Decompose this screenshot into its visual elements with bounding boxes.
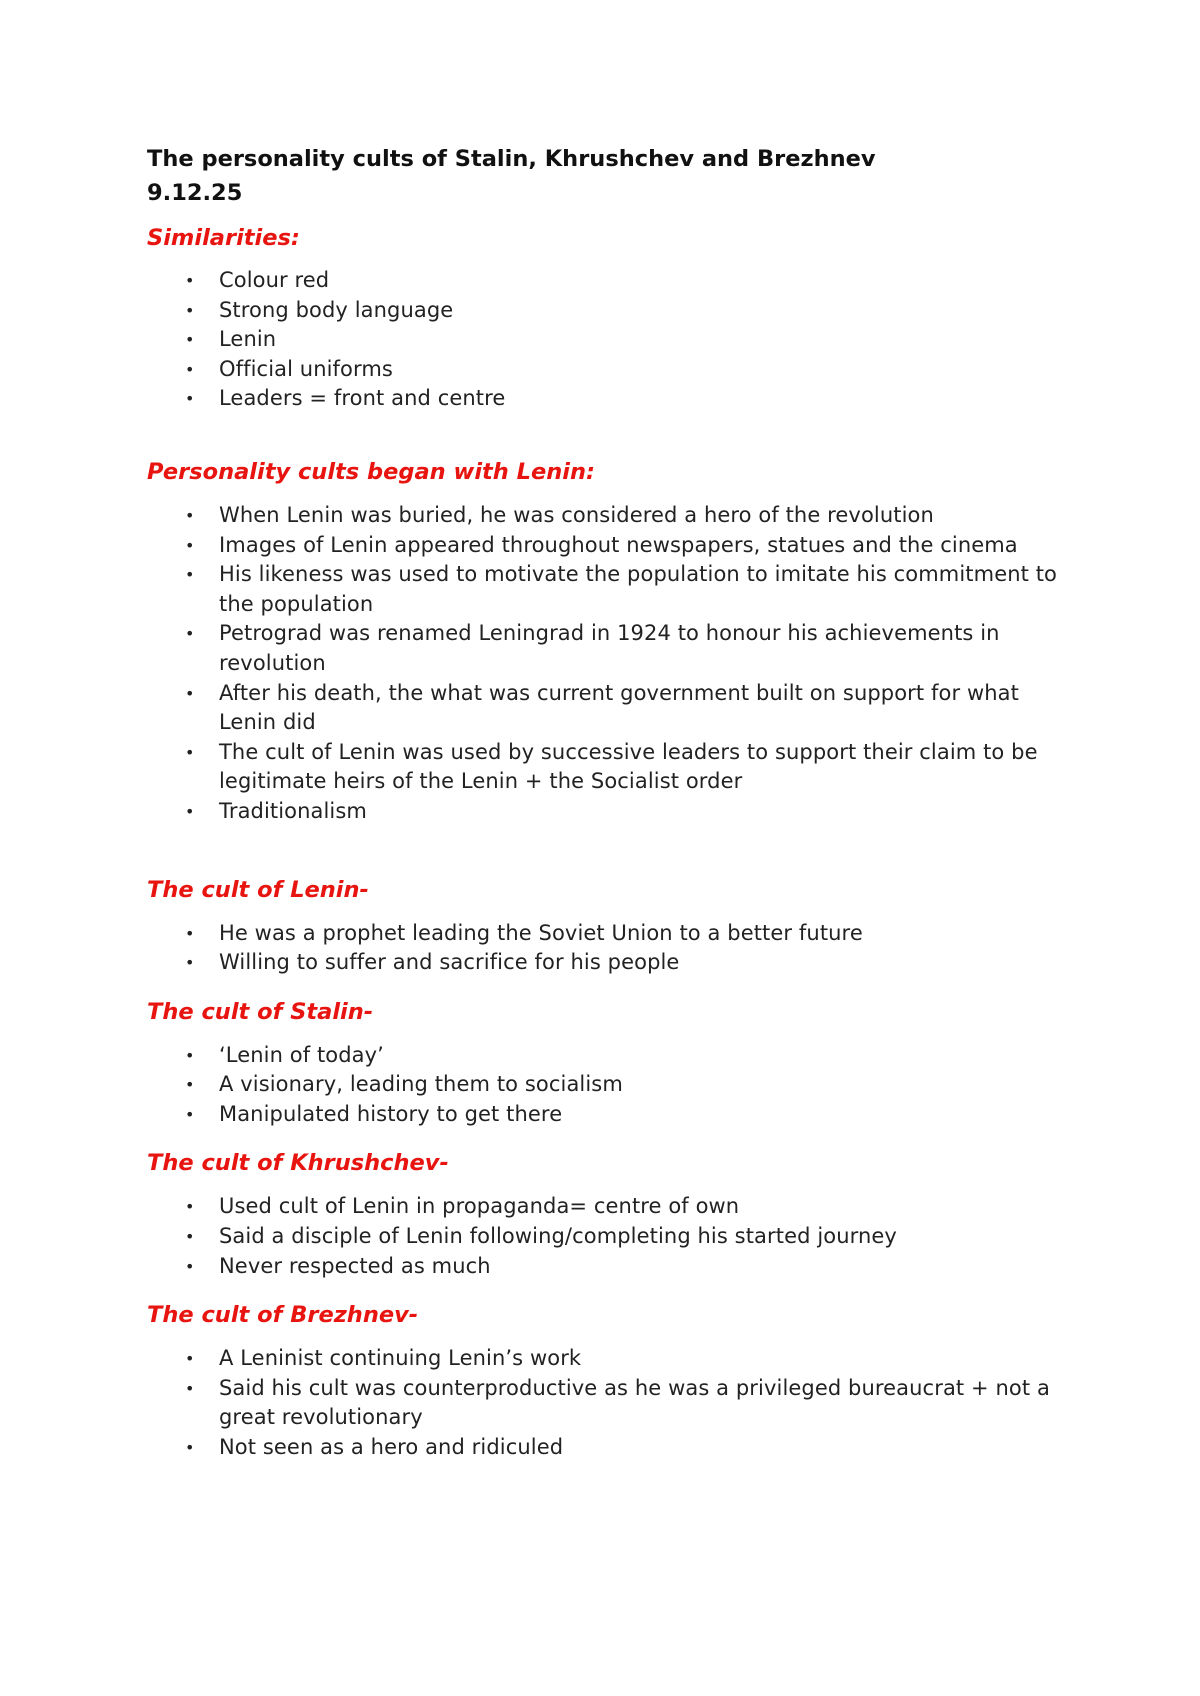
bullet-icon: •	[185, 1349, 195, 1369]
list-item-text: Not seen as a hero and ridiculed	[219, 1435, 564, 1460]
bullet-icon: •	[185, 505, 195, 525]
bullet-icon: •	[185, 1197, 195, 1217]
list-item	[147, 501, 1077, 531]
list-item	[147, 325, 1077, 355]
bullet-icon: •	[185, 1075, 195, 1095]
list-item-text: Willing to suffer and sacrifice for his people	[219, 950, 680, 975]
list-item	[147, 619, 1077, 678]
list-item-text: Lenin	[219, 327, 277, 352]
bullet-icon: •	[185, 565, 195, 585]
list-item-text: Images of Lenin appeared throughout newspapers, statues and the cinema	[219, 532, 1018, 557]
list-item	[147, 1374, 1077, 1433]
section	[147, 456, 1077, 827]
bullet-list	[147, 501, 1077, 827]
section	[147, 874, 1077, 978]
bullet-icon: •	[185, 389, 195, 409]
section	[147, 222, 1077, 414]
list-item	[147, 1100, 1077, 1130]
document-title	[147, 142, 1077, 210]
bullet-icon: •	[185, 624, 195, 644]
list-item	[147, 560, 1077, 619]
bullet-icon: •	[185, 535, 195, 555]
bullet-list	[147, 266, 1077, 414]
list-item	[147, 1433, 1077, 1463]
bullet-icon: •	[185, 953, 195, 973]
bullet-icon: •	[185, 330, 195, 350]
bullet-icon: •	[185, 742, 195, 762]
section-heading: Similarities:	[147, 225, 300, 251]
list-item	[147, 1041, 1077, 1071]
section-heading: The cult of Khrushchev-	[147, 1150, 449, 1177]
bullet-icon: •	[185, 1227, 195, 1247]
list-item-text: Strong body language	[219, 297, 454, 322]
bullet-icon: •	[185, 271, 195, 290]
bullet-list	[147, 1041, 1077, 1130]
list-item	[147, 384, 1077, 414]
list-item	[147, 266, 1077, 296]
list-item	[147, 531, 1077, 561]
bullet-icon: •	[185, 1438, 195, 1458]
list-item-text: His likeness was used to motivate the population to imitate his commitment to the population	[219, 562, 1058, 616]
list-item-text: Said his cult was counterproductive as he was a privileged bureaucrat + not a great revolutionary	[219, 1375, 1050, 1430]
list-item	[147, 797, 1077, 827]
section	[147, 996, 1077, 1130]
section-heading: The cult of Brezhnev-	[147, 1302, 419, 1329]
list-item-text: Leaders = front and centre	[219, 386, 506, 411]
bullet-icon: •	[185, 300, 195, 320]
list-item-text: Manipulated history to get there	[219, 1101, 563, 1126]
section-heading: The cult of Lenin-	[147, 876, 369, 903]
list-item	[147, 1252, 1077, 1282]
list-item-text: ‘Lenin of today’	[219, 1042, 384, 1067]
section	[147, 1299, 1077, 1462]
list-item-text: When Lenin was buried, he was considered a hero of the revolution	[219, 502, 934, 527]
bullet-icon: •	[185, 801, 195, 821]
list-item-text: Colour red	[219, 268, 330, 292]
document-page	[147, 142, 1077, 1463]
bullet-icon: •	[185, 1378, 195, 1398]
list-item-text: A visionary, leading them to socialism	[219, 1072, 623, 1097]
list-item-text: Traditionalism	[219, 798, 367, 823]
list-item	[147, 948, 1077, 978]
bullet-list	[147, 1192, 1077, 1281]
list-item-text: Said a disciple of Lenin following/completing his started journey	[219, 1224, 897, 1249]
list-item-text: A Leninist continuing Lenin’s work	[219, 1346, 582, 1371]
bullet-icon: •	[185, 1045, 195, 1065]
section-heading: Personality cults began with Lenin:	[147, 458, 595, 485]
section-heading: The cult of Stalin-	[147, 998, 374, 1025]
bullet-icon: •	[185, 359, 195, 379]
section	[147, 1147, 1077, 1281]
bullet-icon: •	[185, 683, 195, 703]
bullet-icon: •	[185, 1104, 195, 1124]
list-item-text: After his death, the what was current government built on support for what Lenin did	[219, 680, 1019, 735]
list-item	[147, 1222, 1077, 1252]
list-item	[147, 679, 1077, 738]
sections-container	[147, 222, 1077, 1463]
bullet-list	[147, 919, 1077, 978]
list-item-text: He was a prophet leading the Soviet Union to a better future	[219, 920, 863, 945]
list-item	[147, 738, 1077, 797]
bullet-icon: •	[185, 923, 195, 943]
list-item-text: Used cult of Lenin in propaganda= centre of own	[219, 1194, 740, 1219]
list-item	[147, 296, 1077, 326]
bullet-list	[147, 1344, 1077, 1462]
list-item	[147, 1344, 1077, 1374]
list-item-text: The cult of Lenin was used by successive leaders to support their claim to be legitimate heirs of the Lenin + the Socialist order	[219, 739, 1038, 794]
list-item-text: Official uniforms	[219, 356, 393, 381]
document-title-text: The personality cults of Stalin, Khrushchev and Brezhnev	[147, 146, 876, 172]
list-item	[147, 1070, 1077, 1100]
list-item-text: Never respected as much	[219, 1253, 491, 1278]
document-date: 9.12.25	[147, 180, 243, 206]
list-item	[147, 1192, 1077, 1222]
list-item	[147, 919, 1077, 949]
list-item	[147, 355, 1077, 385]
bullet-icon: •	[185, 1256, 195, 1276]
list-item-text: Petrograd was renamed Leningrad in 1924 to honour his achievements in revolution	[219, 621, 1000, 675]
